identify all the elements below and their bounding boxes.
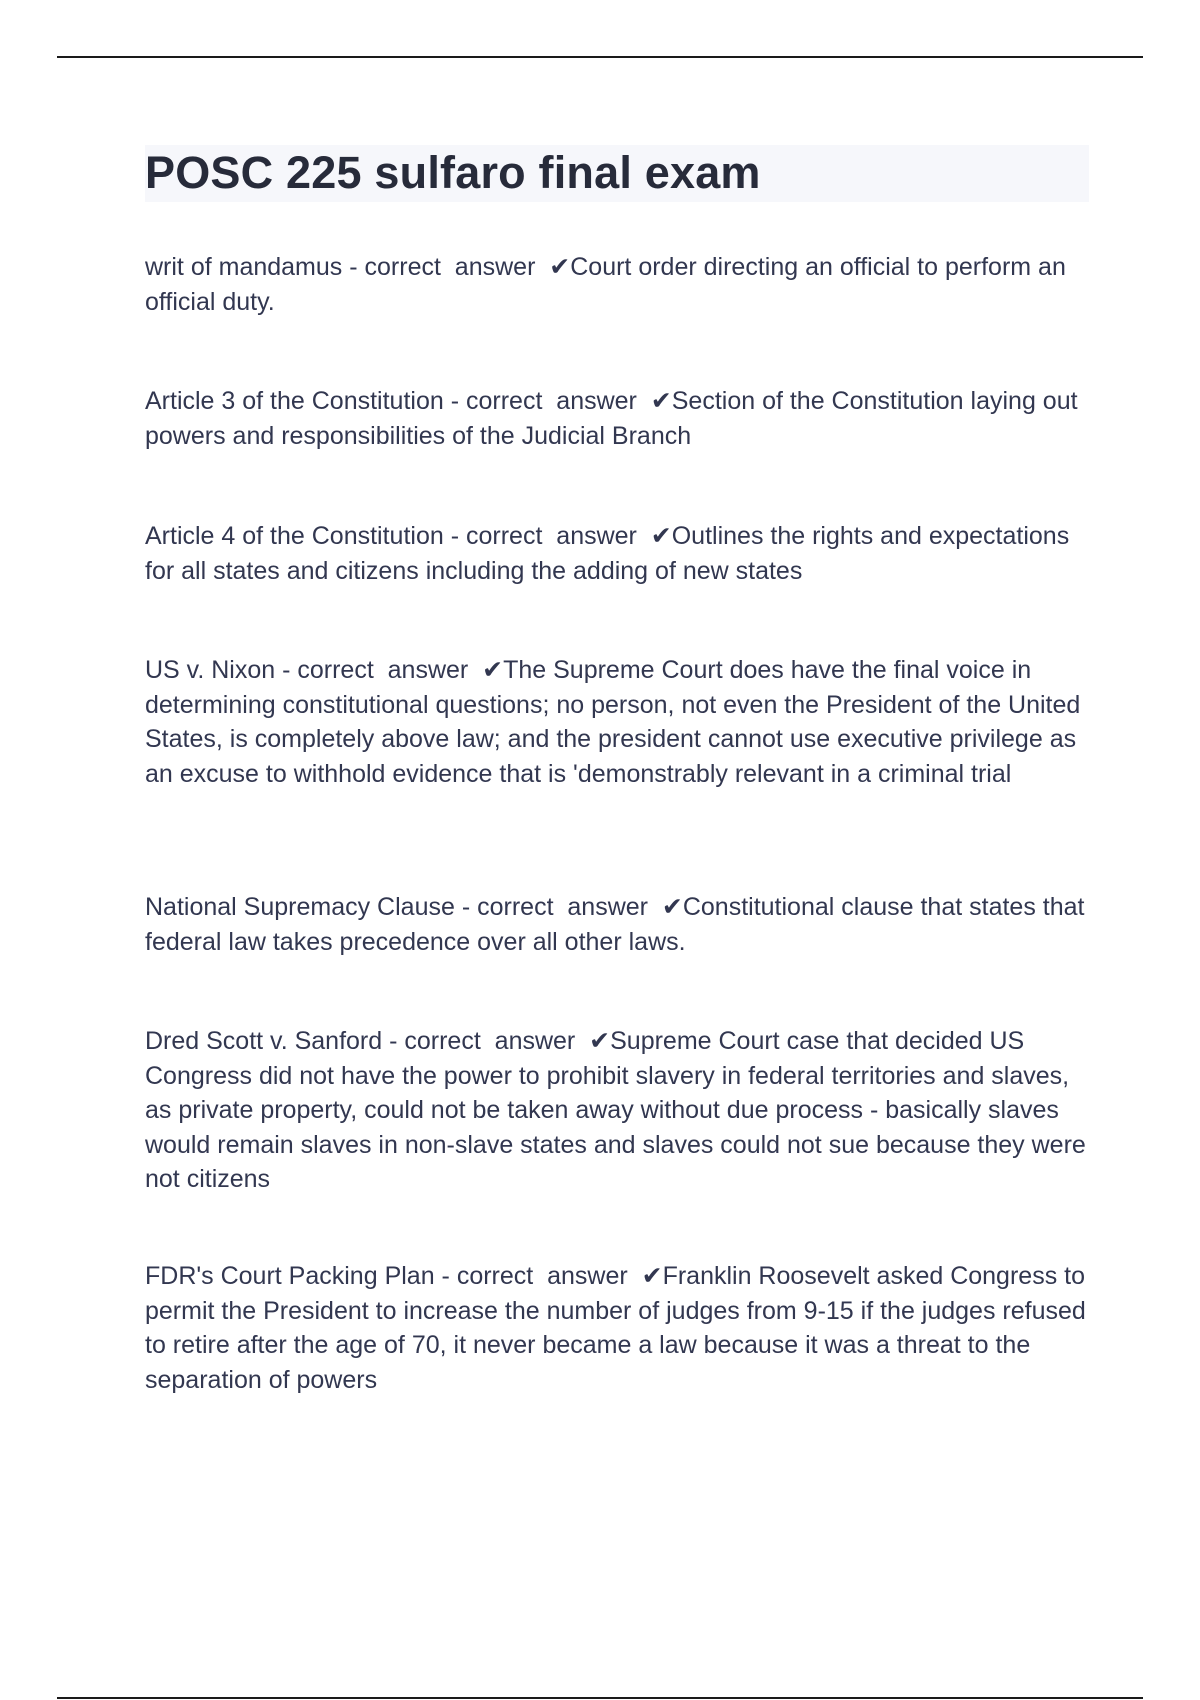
entry-separator: - correct answer ✔ [454, 893, 683, 921]
flashcard-entry [145, 890, 1090, 959]
entry-definition: Court order directing an official to perform an official duty. [145, 253, 1066, 316]
entry-term: FDR's Court Packing Plan [145, 1262, 435, 1290]
top-rule [57, 56, 1143, 58]
entry-definition: Constitutional clause that states that federal law takes precedence over all other laws. [145, 893, 1085, 956]
entry-term: Article 4 of the Constitution [145, 522, 444, 550]
bottom-rule [57, 1697, 1143, 1699]
flashcard-entry [145, 1259, 1090, 1397]
entry-definition: Supreme Court case that decided US Congress did not have the power to prohibit slavery in federal territories and slaves, as private property, could not be taken away without due process - basically slaves would remain slaves in non-slave states and slaves could not sue because they were not citizens [145, 1027, 1086, 1193]
entry-definition: Outlines the rights and expectations for all states and citizens including the adding of new states [145, 522, 1070, 585]
flashcard-entry [145, 1024, 1090, 1197]
entry-term: Article 3 of the Constitution [145, 387, 444, 415]
flashcard-entry [145, 384, 1090, 453]
entry-term: Dred Scott v. Sanford [145, 1027, 383, 1055]
flashcard-entry [145, 519, 1090, 588]
flashcard-entry [145, 653, 1090, 791]
document-title: POSC 225 sulfaro final exam [145, 147, 761, 198]
entry-definition: Section of the Constitution laying out powers and responsibilities of the Judicial Branch [145, 387, 1078, 450]
entry-term: writ of mandamus [145, 253, 343, 281]
entry-separator: - correct answer ✔ [443, 387, 672, 415]
entry-separator: - correct answer ✔ [275, 656, 504, 684]
entry-separator: - correct answer ✔ [382, 1027, 611, 1055]
flashcard-entry [145, 250, 1090, 319]
entry-separator: - correct answer ✔ [443, 522, 672, 550]
entry-definition: The Supreme Court does have the final voice in determining constitutional questions; no person, not even the President of the United States, is completely above law; and the president cannot use executive privilege as an excuse to withhold evidence that is 'demonstrably relevant in a criminal trial [145, 656, 1081, 788]
entry-term: US v. Nixon [145, 656, 276, 684]
entry-definition: Franklin Roosevelt asked Congress to permit the President to increase the number of judges from 9-15 if the judges refused to retire after the age of 70, it never became a law because it was a threat to the separation of powers [145, 1262, 1086, 1394]
entry-separator: - correct answer ✔ [434, 1262, 663, 1290]
entry-term: National Supremacy Clause [145, 893, 455, 921]
entry-separator: - correct answer ✔ [342, 253, 571, 281]
